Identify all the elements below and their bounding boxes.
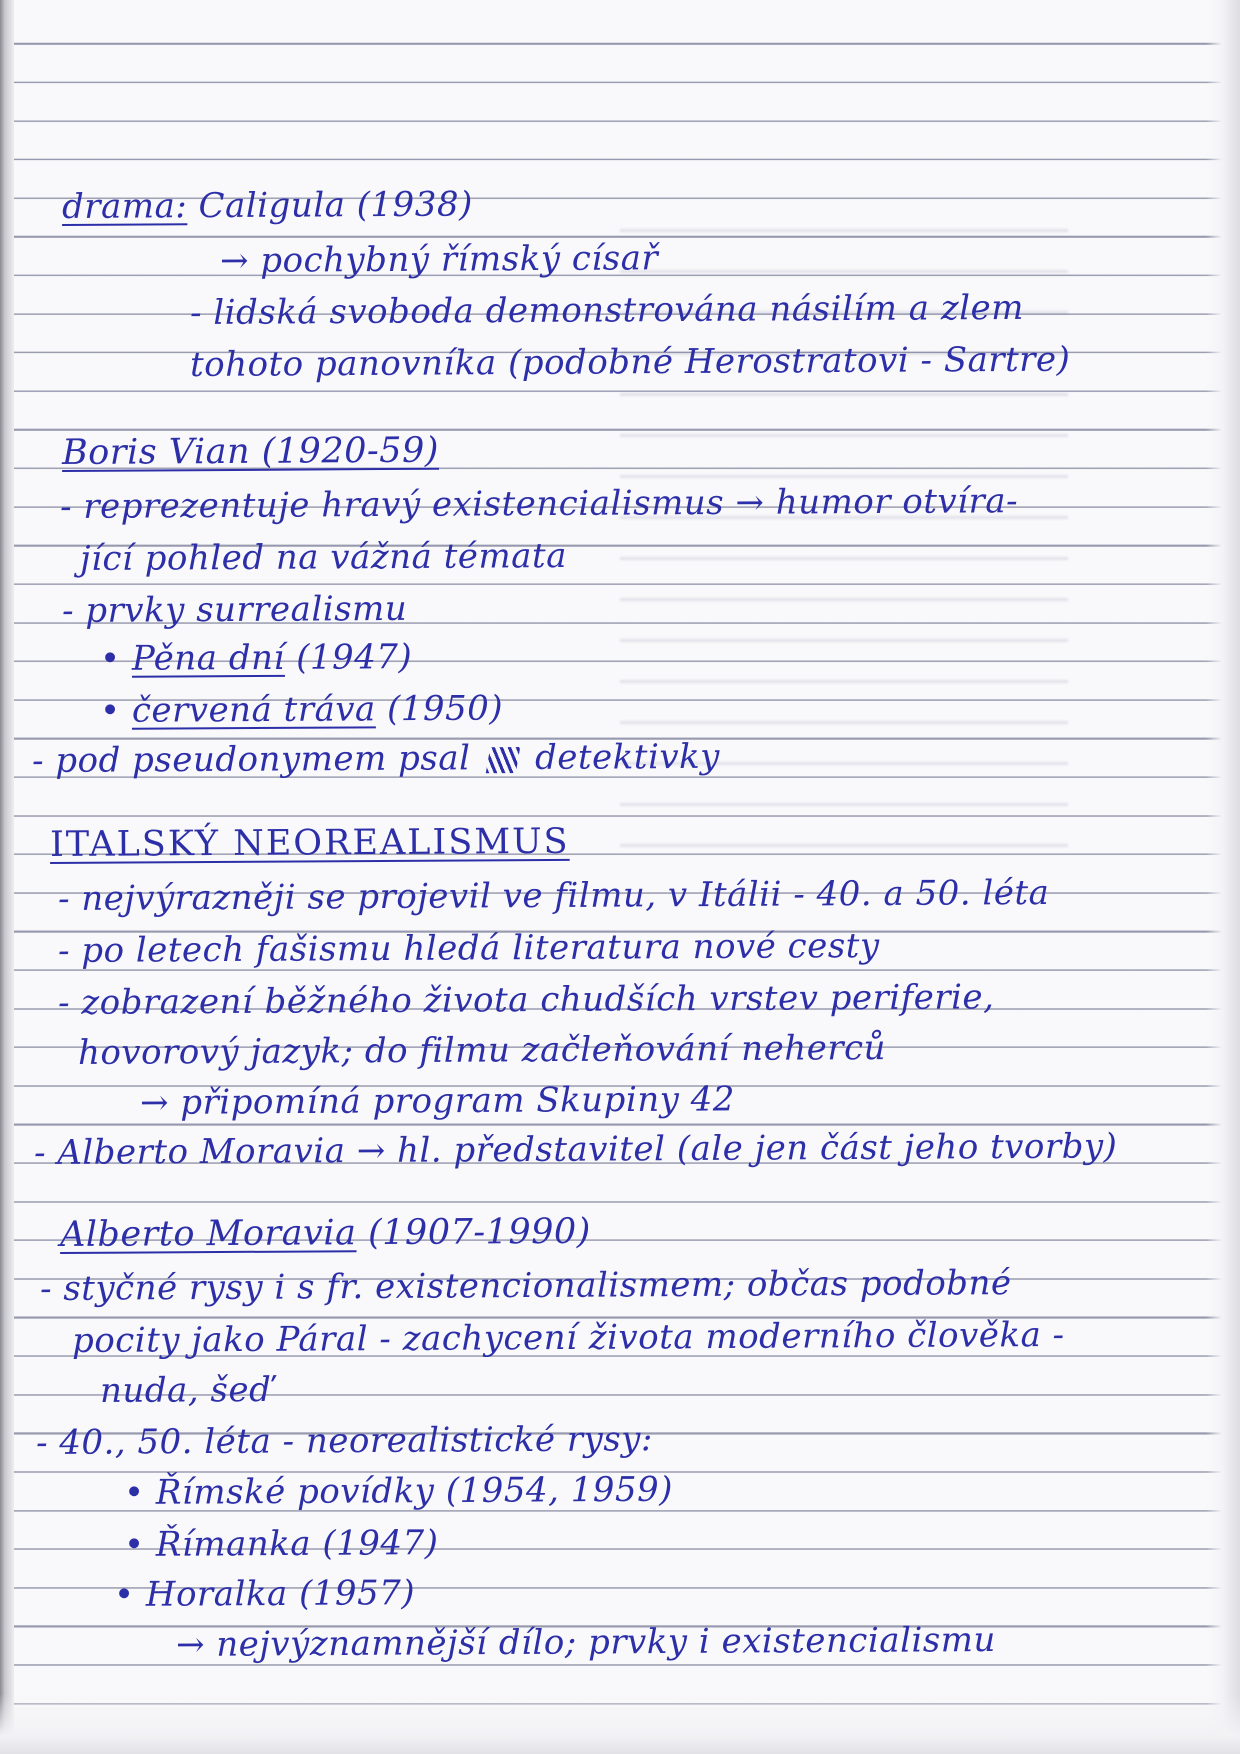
page-left-edge <box>0 0 14 1754</box>
moravia-line-1: - styčné rysy i s fr. existencionalismem; občas podobné <box>39 1263 1012 1309</box>
neorealism-heading <box>50 823 570 864</box>
vian-line-2: jící pohled na vážná témata <box>79 536 568 579</box>
moravia-line-2: pocity jako Páral - zachycení života moderního člověka - <box>71 1314 1065 1361</box>
neorealism-line-6: - Alberto Moravia → hl. představitel (ale jen část jeho tvorby) <box>33 1126 1118 1173</box>
bullet-dot: • <box>99 690 121 731</box>
vian-line-4-after: detektivky <box>534 736 721 778</box>
moravia-line-4: - 40., 50. léta - neorealistické rysy: <box>35 1419 654 1463</box>
bullet-dot: • <box>99 638 121 679</box>
moravia-item-2: • Římanka (1947) <box>123 1523 439 1565</box>
vian-item-1 <box>100 638 412 678</box>
drama-line-1: → pochybný římský císař <box>219 238 659 281</box>
vian-line-1: - reprezentuje hravý existencialismus → humor otvíra- <box>59 481 1019 527</box>
vian-item-1-year: (1947) <box>296 637 413 678</box>
drama-title-line <box>62 185 473 226</box>
drama-line-3: tohoto panovníka (podobné Herostratovi - Sartre) <box>189 339 1071 385</box>
page-right-edge <box>1206 0 1240 1754</box>
moravia-item-3: • Horalka (1957) <box>113 1573 416 1615</box>
vian-item-2-year: (1950) <box>386 688 504 730</box>
drama-label: drama: <box>61 186 188 227</box>
vian-heading <box>62 432 439 472</box>
vian-line-3: - prvky surrealismu <box>61 588 408 631</box>
vian-item-2-work: červená tráva <box>131 689 376 731</box>
drama-title: Caligula (1938) <box>198 184 473 227</box>
vian-line-4-before: - pod pseudonymem psal <box>31 738 471 781</box>
neorealism-line-2: - po letech fašismu hledá literatura nové cesty <box>57 925 880 971</box>
neorealism-heading-text: ITALSKÝ NEOREALISMUS <box>49 821 570 865</box>
page-bottom-edge <box>0 1694 1240 1754</box>
vian-item-2 <box>100 690 503 730</box>
moravia-item-1: • Římské povídky (1954, 1959) <box>123 1469 674 1513</box>
neorealism-line-3: - zobrazení běžného života chudších vrstev periferie, <box>57 977 995 1023</box>
neorealism-line-4: hovorový jazyk; do filmu začleňování neherců <box>77 1028 887 1073</box>
moravia-years: (1907-1990) <box>367 1211 591 1254</box>
moravia-heading <box>60 1213 591 1254</box>
moravia-heading-text: Alberto Moravia <box>59 1213 357 1255</box>
moravia-line-3: nuda, šeď <box>99 1369 272 1411</box>
neorealism-line-5: → připomíná program Skupiny 42 <box>139 1079 736 1123</box>
neorealism-line-1: - nejvýrazněji se projevil ve filmu, v Itálii - 40. a 50. léta <box>57 872 1050 919</box>
moravia-line-5: → nejvýznamnější dílo; prvky i existencialismu <box>175 1619 996 1665</box>
vian-item-1-work: Pěna dní <box>131 637 285 679</box>
vian-line-4 <box>32 738 720 780</box>
vian-heading-text: Boris Vian (1920-59) <box>61 430 440 473</box>
drama-line-2: - lidská svoboda demonstrována násilím a zlem <box>189 287 1025 333</box>
crossed-out-scribble <box>486 747 520 773</box>
